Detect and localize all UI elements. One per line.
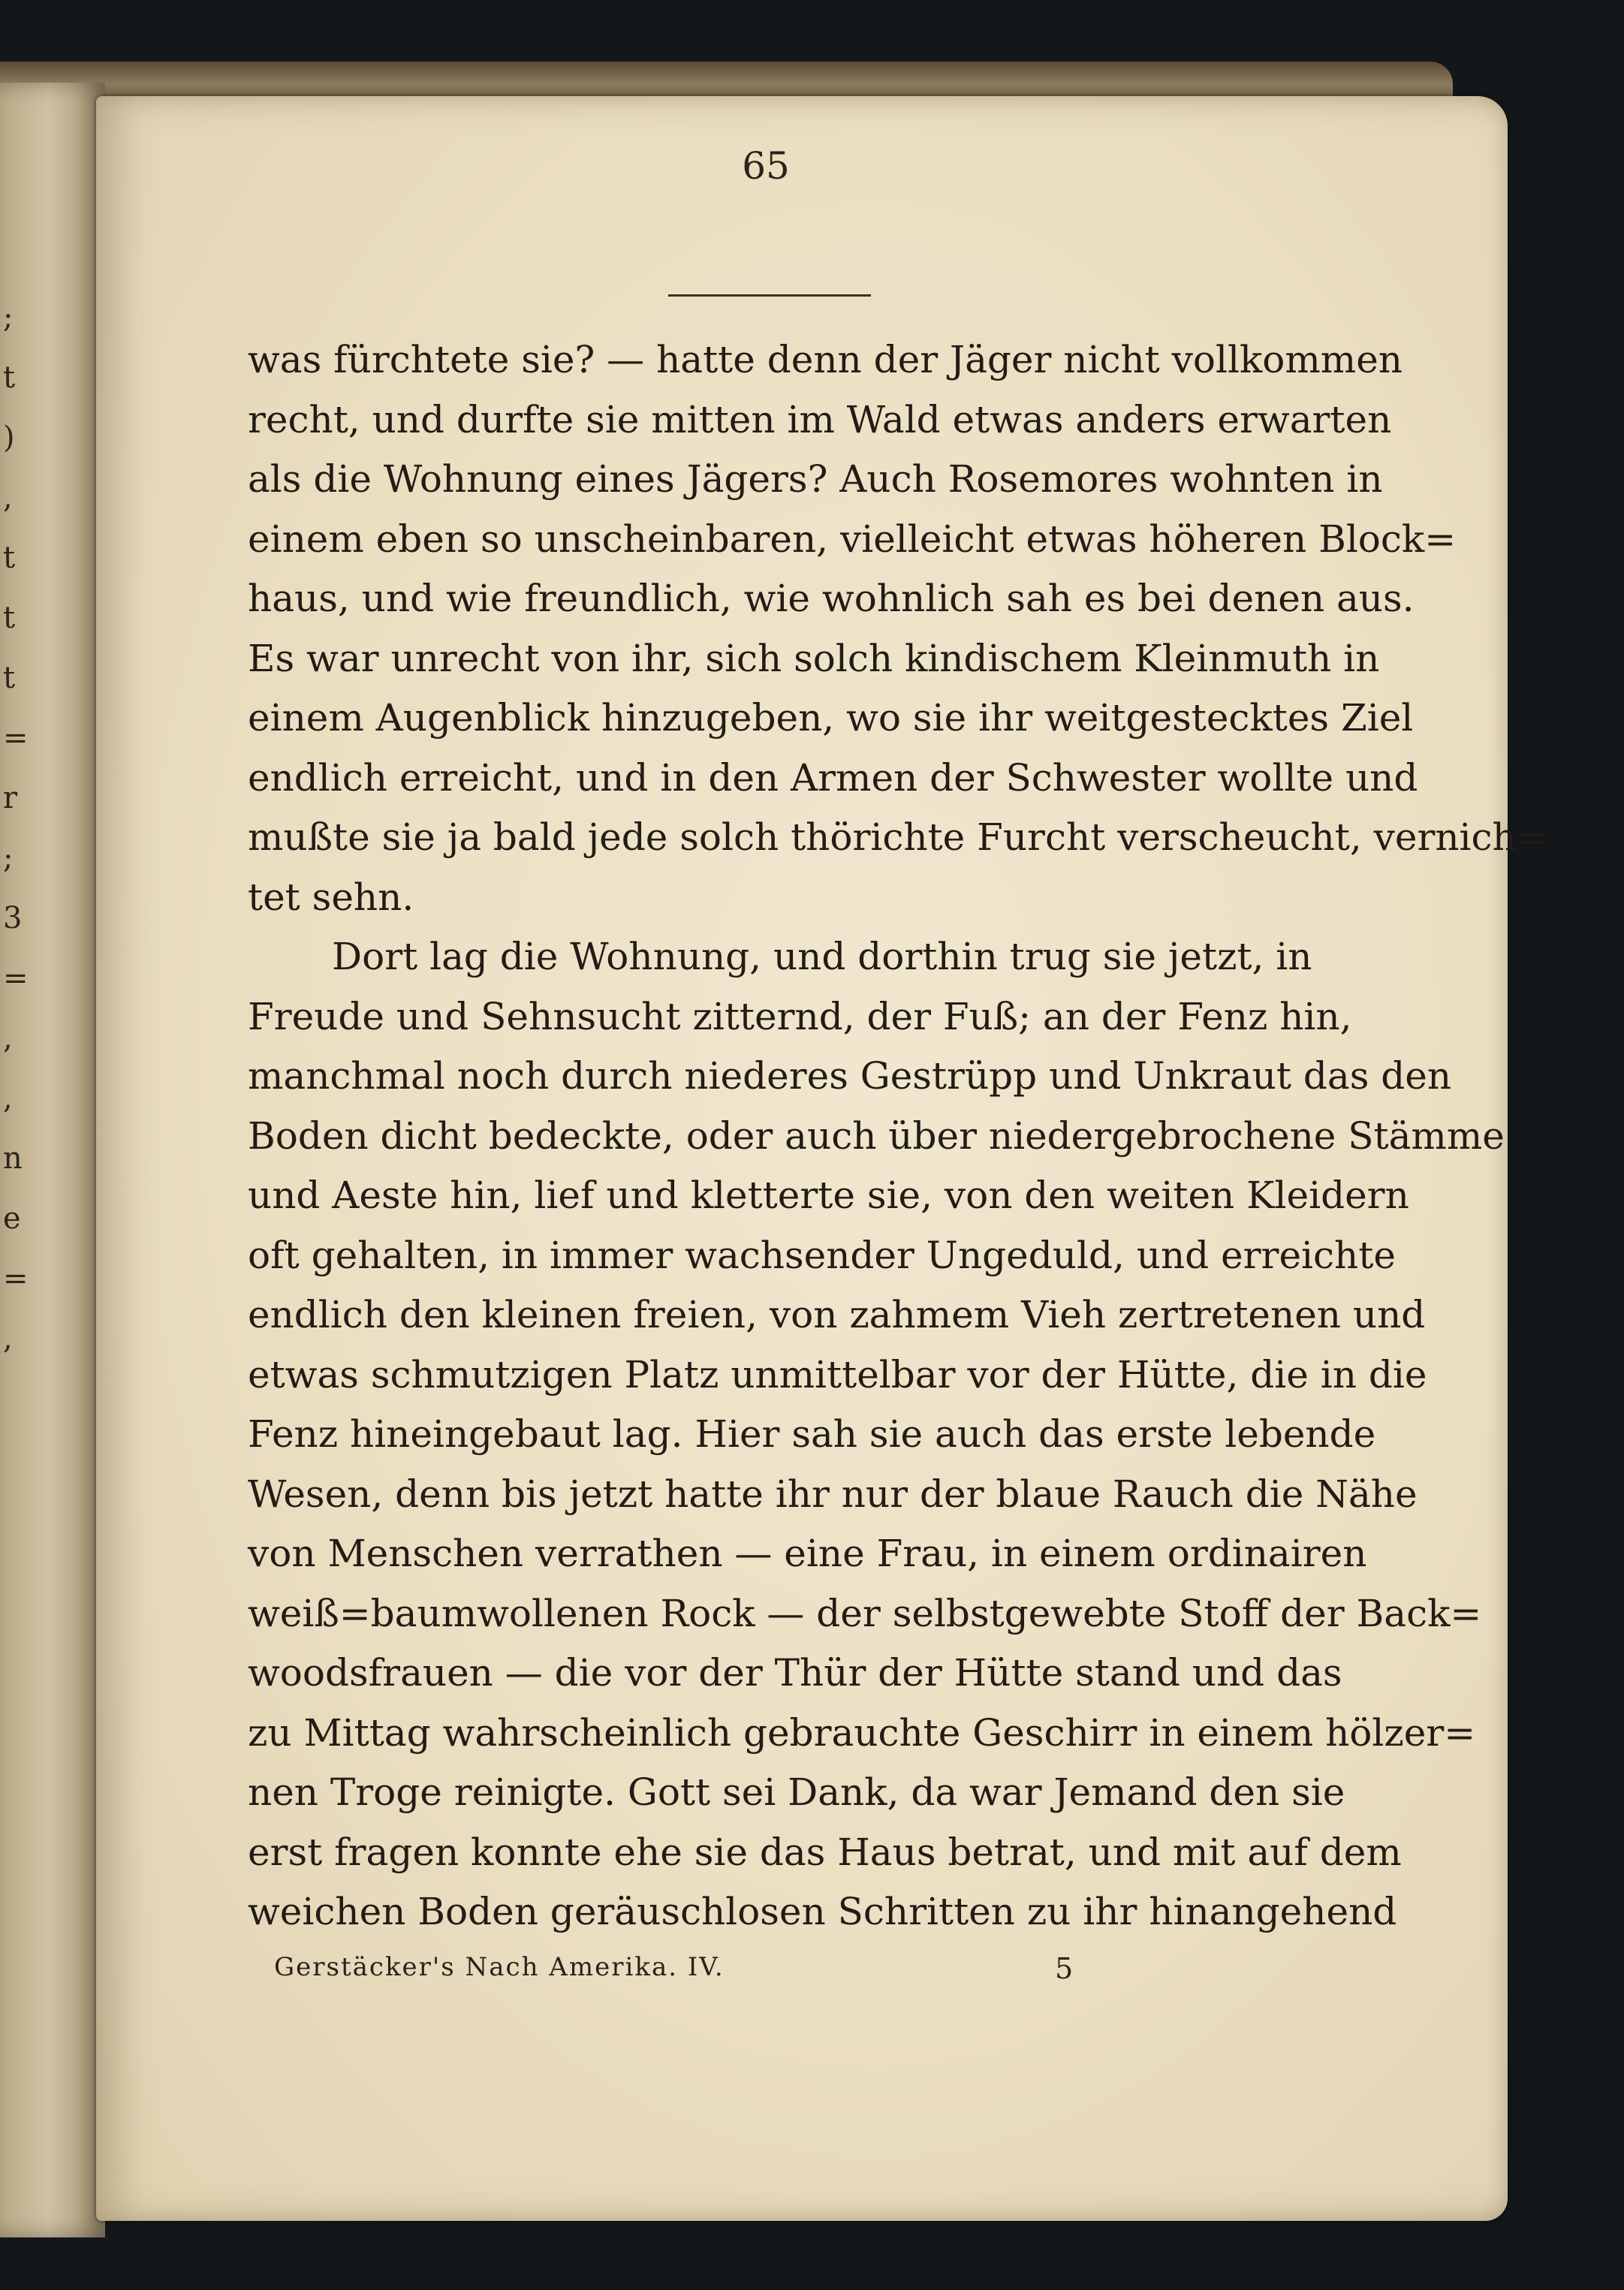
left-page-edge-mark: r <box>3 781 18 815</box>
text-line: manchmal noch durch niederes Gestrüpp und Unkraut das den <box>248 1054 1452 1098</box>
text-line: recht, und durfte sie mitten im Wald etwas anders erwarten <box>248 397 1392 441</box>
text-line: haus, und wie freundlich, wie wohnlich sah es bei denen aus. <box>248 577 1415 620</box>
text-line: oft gehalten, in immer wachsender Ungeduld, und erreichte <box>248 1233 1396 1277</box>
text-line: etwas schmutzigen Platz unmittelbar vor der Hütte, die in die <box>248 1352 1427 1397</box>
text-line: woodsfrauen — die vor der Thür der Hütte stand und das <box>248 1651 1342 1695</box>
left-page-edge-mark: ; <box>3 300 14 335</box>
text-line: mußte sie ja bald jede solch thörichte Furcht verscheucht, vernich= <box>248 815 1548 859</box>
footer-signature-line: Gerstäcker's Nach Amerika. IV. <box>274 1952 725 1982</box>
text-line: Boden dicht bedeckte, oder auch über niedergebrochene Stämme <box>248 1113 1505 1158</box>
left-page-edge-marks <box>0 83 29 2237</box>
text-line: nen Troge reinigte. Gott sei Dank, da war Jemand den sie <box>248 1770 1345 1814</box>
text-line: erst fragen konnte ehe sie das Haus betrat, und mit auf dem <box>248 1830 1402 1874</box>
text-line: Freude und Sehnsucht zitternd, der Fuß; an der Fenz hin, <box>248 994 1352 1038</box>
left-page-edge-mark: t <box>3 360 16 395</box>
left-page-edge-mark: t <box>3 661 16 695</box>
left-page-edge-mark: t <box>3 601 16 635</box>
left-page-edge-mark: , <box>3 481 13 515</box>
left-page-edge-mark: n <box>3 1141 23 1176</box>
text-line: als die Wohnung eines Jägers? Auch Rosemores wohnten in <box>248 457 1383 501</box>
left-page-edge-mark: , <box>3 1081 13 1116</box>
left-page-edge-mark: ; <box>3 841 14 875</box>
left-page-edge-mark: = <box>3 961 29 996</box>
page-number: 65 <box>742 144 790 188</box>
text-line: Dort lag die Wohnung, und dorthin trug sie jetzt, in <box>332 935 1312 978</box>
text-line: Fenz hineingebaut lag. Hier sah sie auch das erste lebende <box>248 1412 1376 1456</box>
text-line: was fürchtete sie? — hatte denn der Jäger nicht vollkommen <box>248 338 1403 381</box>
text-line: weichen Boden geräuschlosen Schritten zu ihr hinangehend <box>248 1890 1397 1933</box>
left-page-edge <box>0 83 105 2237</box>
paragraph-2 <box>248 927 1505 1942</box>
text-line: zu Mittag wahrscheinlich gebrauchte Geschirr in einem hölzer= <box>248 1710 1476 1755</box>
body-text <box>248 330 1548 1942</box>
text-line: endlich den kleinen freien, von zahmem Vieh zertretenen und <box>248 1293 1426 1336</box>
paragraph-1 <box>248 330 1548 927</box>
book-cover-top-edge <box>0 62 1453 99</box>
left-page-edge-mark: e <box>3 1201 21 1236</box>
left-page-edge-mark: 3 <box>3 901 23 936</box>
text-line: endlich erreicht, und in den Armen der Schwester wollte und <box>248 755 1418 800</box>
left-page-edge-mark: , <box>3 1021 13 1056</box>
left-page-edge-mark: = <box>3 1261 29 1296</box>
text-line: tet sehn. <box>248 875 414 919</box>
text-line: einem Augenblick hinzugeben, wo sie ihr weitgestecktes Ziel <box>248 696 1414 740</box>
left-page-edge-mark: , <box>3 1321 13 1356</box>
left-page-edge-mark: t <box>3 541 16 575</box>
text-line: einem eben so unscheinbaren, vielleicht etwas höheren Block= <box>248 517 1457 561</box>
text-line: weiß=baumwollenen Rock — der selbstgewebte Stoff der Back= <box>248 1591 1482 1635</box>
text-line: und Aeste hin, lief und kletterte sie, von den weiten Kleidern <box>248 1174 1409 1217</box>
text-line: Wesen, denn bis jetzt hatte ihr nur der blaue Rauch die Nähe <box>248 1472 1418 1516</box>
header-rule <box>668 294 871 297</box>
text-line: Es war unrecht von ihr, sich solch kindischem Kleinmuth in <box>248 636 1380 680</box>
left-page-edge-mark: ) <box>3 420 15 455</box>
signature-mark: 5 <box>1055 1952 1074 1985</box>
left-page-edge-mark: = <box>3 721 29 755</box>
text-line: von Menschen verrathen — eine Frau, in einem ordinairen <box>248 1532 1367 1575</box>
